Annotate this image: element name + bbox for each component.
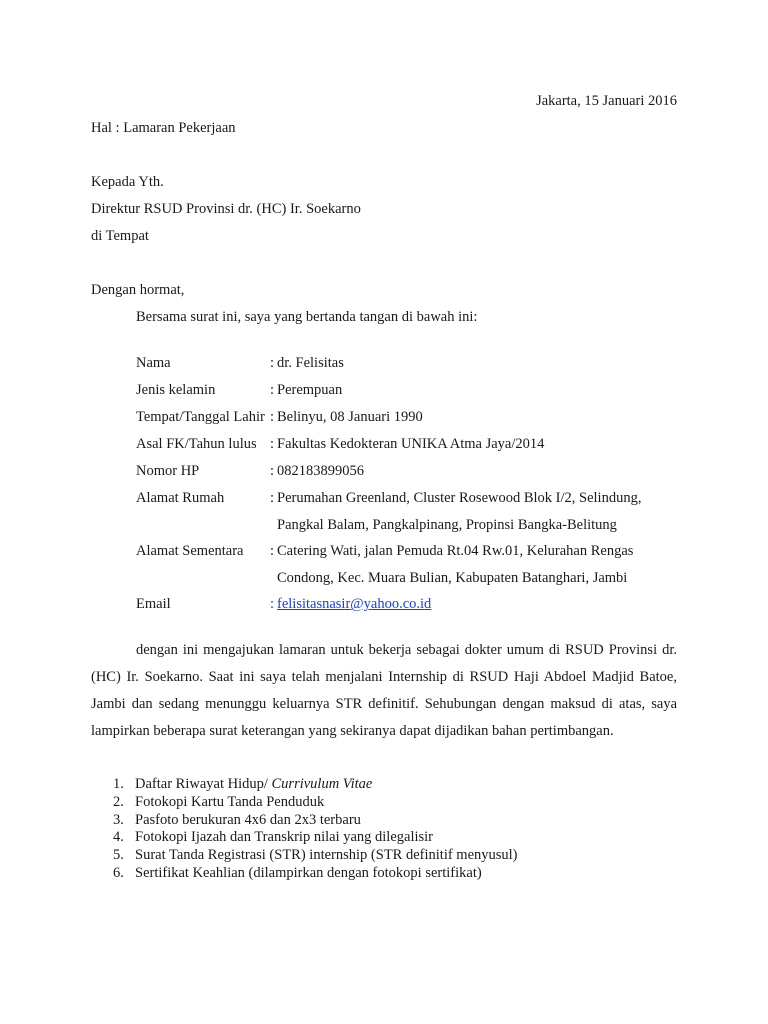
field-value-name: dr. Felisitas — [277, 355, 344, 371]
list-text-italic: Currivulum Vitae — [271, 776, 373, 792]
field-label-birth: Tempat/Tanggal Lahir — [136, 409, 265, 425]
field-colon: : — [270, 355, 275, 371]
field-label-name: Nama — [136, 355, 171, 371]
body-paragraph-text: dengan ini mengajukan lamaran untuk bekerja sebagai dokter umum di RSUD Provinsi dr. (HC) Ir. Soekarno. Saat ini saya telah menjalani Internship di RSUD Haji Abdoel Madjid Batoe, Jambi dan sedang menunggu keluarnya STR definitif. Sehubungan dengan maksud di atas, saya lampirkan beberapa surat keterangan yang sekiranya dapat dijadikan bahan pertimbangan. — [91, 642, 677, 739]
list-text: Fotokopi Kartu Tanda Penduduk — [135, 793, 325, 810]
list-number: 6. — [113, 864, 124, 881]
field-colon: : — [270, 409, 275, 425]
field-label-school: Asal FK/Tahun lulus — [136, 436, 257, 452]
list-number: 2. — [113, 793, 124, 810]
list-text: Daftar Riwayat Hidup/ — [135, 776, 272, 792]
list-item — [91, 829, 691, 847]
attachment-list — [91, 776, 691, 883]
letter-subject: Hal : Lamaran Pekerjaan — [91, 120, 236, 136]
field-value-home-address-line-1: Perumahan Greenland, Cluster Rosewood Blok I/2, Selindung, — [277, 490, 642, 506]
field-colon: : — [270, 463, 275, 479]
list-text: Pasfoto berukuran 4x6 dan 2x3 terbaru — [135, 811, 361, 828]
field-value-phone: 082183899056 — [277, 463, 364, 479]
field-value-home-address-line-2: Pangkal Balam, Pangkalpinang, Propinsi Bangka-Belitung — [277, 517, 617, 533]
list-number: 4. — [113, 829, 124, 846]
field-colon: : — [270, 596, 275, 612]
field-value-temp-address-line-1: Catering Wati, jalan Pemuda Rt.04 Rw.01, Kelurahan Rengas — [277, 543, 634, 559]
list-item — [91, 812, 691, 830]
email-link[interactable]: felisitasnasir@yahoo.co.id — [277, 596, 432, 612]
field-label-temp-address: Alamat Sementara — [136, 543, 244, 559]
field-value-school: Fakultas Kedokteran UNIKA Atma Jaya/2014 — [277, 436, 545, 452]
list-text: Sertifikat Keahlian (dilampirkan dengan fotokopi sertifikat) — [135, 864, 482, 881]
field-label-gender: Jenis kelamin — [136, 382, 216, 398]
greeting: Dengan hormat, — [91, 282, 185, 298]
recipient-line-3: di Tempat — [91, 228, 149, 244]
field-label-email: Email — [136, 596, 171, 612]
list-number: 5. — [113, 847, 124, 864]
field-colon: : — [270, 543, 275, 559]
recipient-line-2: Direktur RSUD Provinsi dr. (HC) Ir. Soekarno — [91, 201, 361, 217]
recipient-line-1: Kepada Yth. — [91, 174, 164, 190]
list-item — [91, 847, 691, 865]
field-value-birth: Belinyu, 08 Januari 1990 — [277, 409, 423, 425]
field-colon: : — [270, 436, 275, 452]
field-value-gender: Perempuan — [277, 382, 343, 398]
body-paragraph — [91, 637, 677, 745]
list-item — [91, 865, 691, 883]
field-colon: : — [270, 490, 275, 506]
letter-date: Jakarta, 15 Januari 2016 — [536, 93, 677, 109]
list-item — [91, 776, 691, 794]
list-text: Fotokopi Ijazah dan Transkrip nilai yang dilegalisir — [135, 829, 434, 846]
intro-sentence: Bersama surat ini, saya yang bertanda tangan di bawah ini: — [136, 309, 478, 325]
list-text: Surat Tanda Registrasi (STR) internship (STR definitif menyusul) — [135, 847, 518, 864]
field-label-phone: Nomor HP — [136, 463, 200, 479]
list-item — [91, 794, 691, 812]
field-label-home-address: Alamat Rumah — [136, 490, 225, 506]
field-colon: : — [270, 382, 275, 398]
list-number: 3. — [113, 811, 124, 828]
list-number: 1. — [113, 776, 124, 792]
field-value-temp-address-line-2: Condong, Kec. Muara Bulian, Kabupaten Batanghari, Jambi — [277, 570, 628, 586]
